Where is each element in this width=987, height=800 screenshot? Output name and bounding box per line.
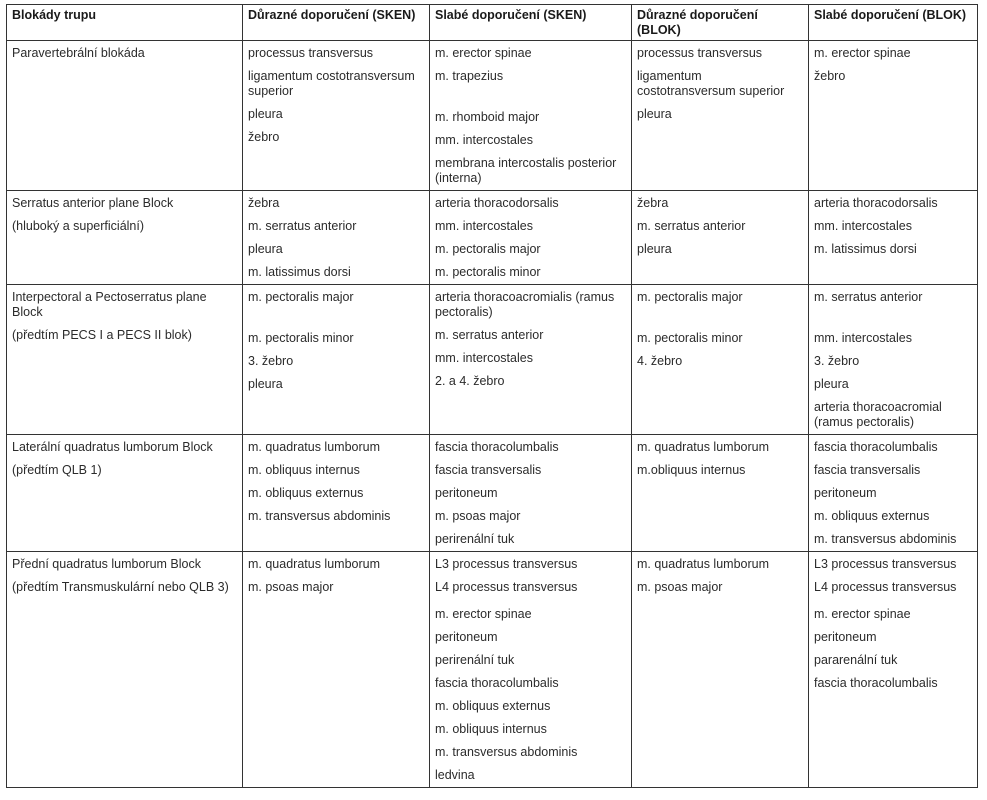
list-item: m. quadratus lumborum (248, 440, 381, 454)
weak-block-cell (809, 41, 978, 191)
table-row (7, 552, 978, 788)
block-name-note: (předtím Transmuskulární nebo QLB 3) (12, 580, 229, 594)
list-item: mm. intercostales (435, 351, 533, 365)
list-item: m. obliquus internus (248, 463, 360, 477)
list-item: m. serratus anterior (248, 219, 357, 233)
list-item: m. latissimus dorsi (814, 242, 917, 256)
list-item: processus transversus (248, 46, 374, 60)
list-item: processus transversus (637, 46, 763, 60)
list-item: m. erector spinae (435, 46, 532, 60)
list-item: pararenální tuk (814, 653, 898, 667)
list-item: m. trapezius (435, 69, 504, 83)
block-name: Serratus anterior plane Block (12, 196, 174, 210)
list-item: pleura (248, 242, 283, 256)
block-name: Laterální quadratus lumborum Block (12, 440, 213, 454)
header-strong-block: Důrazné doporučení (BLOK) (632, 5, 809, 41)
list-item: mm. intercostales (435, 219, 533, 233)
list-item: m. rhomboid major (435, 110, 540, 124)
list-item: m. transversus abdominis (248, 509, 391, 523)
list-item: m. erector spinae (814, 607, 911, 621)
list-item: m. transversus abdominis (814, 532, 957, 546)
list-item: fascia thoracolumbalis (435, 676, 559, 690)
list-item: pleura (637, 242, 672, 256)
table-row (7, 41, 978, 191)
list-item: ligamentum costotransversum superior (637, 69, 785, 98)
list-item: pleura (637, 107, 672, 121)
list-item: mm. intercostales (435, 133, 533, 147)
list-item: peritoneum (814, 486, 877, 500)
header-weak-scan: Slabé doporučení (SKEN) (430, 5, 632, 41)
list-item: membrana intercostalis posterior (interna) (435, 156, 617, 185)
list-item: pleura (248, 377, 283, 391)
weak-block-cell (809, 191, 978, 285)
trunk-blocks-table (6, 4, 978, 788)
list-item: arteria thoracoacromialis (ramus pectoralis) (435, 290, 615, 319)
strong-block-cell (632, 552, 809, 788)
list-item: m. pectoralis minor (435, 265, 541, 279)
weak-scan-cell (430, 552, 632, 788)
list-item: fascia thoracolumbalis (814, 676, 938, 690)
list-item: m. psoas major (435, 509, 521, 523)
table-row (7, 435, 978, 552)
list-item: 2. a 4. žebro (435, 374, 505, 388)
list-item: 3. žebro (814, 354, 860, 368)
list-item: m. erector spinae (814, 46, 911, 60)
list-item: m. transversus abdominis (435, 745, 578, 759)
list-item: m. quadratus lumborum (637, 440, 770, 454)
trunk-blocks-table-wrapper (6, 4, 977, 788)
block-name: Paravertebrální blokáda (12, 46, 145, 60)
list-item: žebro (248, 130, 280, 144)
list-item: m. pectoralis major (248, 290, 354, 304)
table-row (7, 285, 978, 435)
list-item: peritoneum (435, 486, 498, 500)
strong-scan-cell (243, 285, 430, 435)
header-block-name: Blokády trupu (7, 5, 243, 41)
list-item: fascia thoracolumbalis (435, 440, 559, 454)
list-item: m. quadratus lumborum (248, 557, 381, 571)
weak-block-cell (809, 435, 978, 552)
list-item: m. obliquus internus (435, 722, 547, 736)
header-row (7, 5, 978, 41)
list-item: L3 processus transversus (435, 557, 578, 571)
list-item: m. latissimus dorsi (248, 265, 351, 279)
block-name-note: (předtím QLB 1) (12, 463, 102, 477)
list-item: peritoneum (435, 630, 498, 644)
list-item: fascia transversalis (435, 463, 542, 477)
list-item: žebra (248, 196, 280, 210)
strong-block-cell (632, 41, 809, 191)
block-name-cell (7, 552, 243, 788)
list-item: L4 processus transversus (435, 580, 578, 594)
strong-scan-cell (243, 552, 430, 788)
list-item: mm. intercostales (814, 219, 912, 233)
strong-scan-cell (243, 191, 430, 285)
list-item: m. erector spinae (435, 607, 532, 621)
block-name: Interpectoral a Pectoserratus plane Block (12, 290, 207, 319)
list-item: m. quadratus lumborum (637, 557, 770, 571)
list-item: ligamentum costotransversum superior (248, 69, 415, 98)
block-name-note: (předtím PECS I a PECS II blok) (12, 328, 192, 342)
list-item: arteria thoracoacromial (ramus pectoralis) (814, 400, 942, 429)
strong-scan-cell (243, 41, 430, 191)
list-item: m. pectoralis major (435, 242, 541, 256)
header-strong-scan: Důrazné doporučení (SKEN) (243, 5, 430, 41)
block-name: Přední quadratus lumborum Block (12, 557, 201, 571)
list-item: 3. žebro (248, 354, 294, 368)
list-item: m. pectoralis minor (637, 331, 743, 345)
strong-block-cell (632, 435, 809, 552)
list-item: m. pectoralis minor (248, 331, 354, 345)
list-item: arteria thoracodorsalis (814, 196, 938, 210)
list-item: ledvina (435, 768, 475, 782)
header-weak-block: Slabé doporučení (BLOK) (809, 5, 978, 41)
block-name-cell (7, 191, 243, 285)
list-item: L4 processus transversus (814, 580, 957, 594)
block-name-note: (hluboký a superficiální) (12, 219, 145, 233)
strong-scan-cell (243, 435, 430, 552)
list-item: m. obliquus externus (248, 486, 364, 500)
list-item: m. serratus anterior (435, 328, 544, 342)
list-item: m. obliquus externus (435, 699, 551, 713)
table-row (7, 191, 978, 285)
list-item: m. psoas major (248, 580, 334, 594)
list-item: mm. intercostales (814, 331, 912, 345)
list-item: pleura (248, 107, 283, 121)
strong-block-cell (632, 285, 809, 435)
list-item: perirenální tuk (435, 532, 515, 546)
list-item: m.obliquus internus (637, 463, 746, 477)
list-item: m. serratus anterior (637, 219, 746, 233)
strong-block-cell (632, 191, 809, 285)
list-item: m. obliquus externus (814, 509, 930, 523)
weak-scan-cell (430, 191, 632, 285)
list-item: m. serratus anterior (814, 290, 923, 304)
list-item: perirenální tuk (435, 653, 515, 667)
weak-scan-cell (430, 285, 632, 435)
list-item: L3 processus transversus (814, 557, 957, 571)
list-item: m. pectoralis major (637, 290, 743, 304)
block-name-cell (7, 285, 243, 435)
block-name-cell (7, 435, 243, 552)
weak-scan-cell (430, 41, 632, 191)
list-item: 4. žebro (637, 354, 683, 368)
list-item: žebra (637, 196, 669, 210)
weak-scan-cell (430, 435, 632, 552)
list-item: fascia transversalis (814, 463, 921, 477)
weak-block-cell (809, 552, 978, 788)
list-item: žebro (814, 69, 846, 83)
list-item: peritoneum (814, 630, 877, 644)
list-item: pleura (814, 377, 849, 391)
list-item: m. psoas major (637, 580, 723, 594)
weak-block-cell (809, 285, 978, 435)
list-item: arteria thoracodorsalis (435, 196, 559, 210)
block-name-cell (7, 41, 243, 191)
list-item: fascia thoracolumbalis (814, 440, 938, 454)
